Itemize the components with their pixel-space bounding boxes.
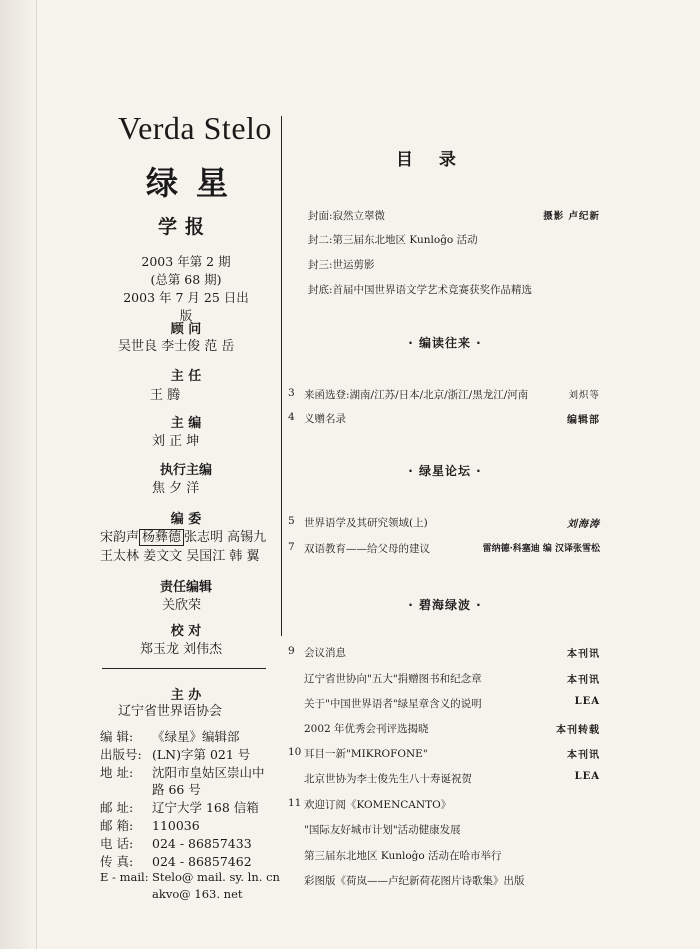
masthead-latin-title: Verda Stelo xyxy=(118,110,272,146)
masthead-subtitle: 学报 xyxy=(158,216,213,238)
divider xyxy=(102,668,266,669)
info-row-phone: 电 话: 024 - 86857433 xyxy=(100,836,252,851)
section-heading: · 绿星论坛 · xyxy=(408,464,482,478)
advisors-label: 顾 问 xyxy=(170,322,202,337)
board-label: 编 委 xyxy=(170,512,202,527)
section-heading: · 编读往来 · xyxy=(408,336,482,350)
resp-editor-label: 责任编辑 xyxy=(159,580,212,595)
toc-heading: 目 录 xyxy=(396,150,466,170)
chief-editor-name: 刘 正 坤 xyxy=(152,434,200,449)
board-member-boxed: 杨彝德 xyxy=(139,529,184,546)
section-heading: · 碧海绿波 · xyxy=(408,598,482,612)
proof-label: 校 对 xyxy=(170,624,202,639)
director-label: 主 任 xyxy=(170,369,202,384)
info-row-mail: 邮 址: 辽宁大学 168 信箱 xyxy=(100,800,259,815)
issue-total: (总第 68 期) xyxy=(150,272,222,287)
info-row-address-cont: 路 66 号 xyxy=(152,782,201,797)
column-divider xyxy=(281,116,282,636)
director-name: 王 腾 xyxy=(150,388,181,403)
proof-names: 郑玉龙 刘伟杰 xyxy=(140,642,223,657)
board-member: 宋韵声 xyxy=(100,530,140,545)
issue-date: 2003 年 7 月 25 日出版 xyxy=(123,290,249,323)
advisors-names: 吴世良 李士俊 范 岳 xyxy=(118,339,235,354)
resp-editor-name: 关欣荣 xyxy=(162,598,202,613)
chief-editor-label: 主 编 xyxy=(170,416,202,431)
info-row-postcode: 邮 箱: 110036 xyxy=(100,818,200,833)
masthead-cn-title: 绿星 xyxy=(146,164,247,202)
binding-edge xyxy=(0,0,37,949)
issue-number: 2003 年第 2 期 xyxy=(141,254,231,269)
info-row-email: E - mail: Stelo@ mail. sy. ln. cn xyxy=(100,870,280,884)
host-name: 辽宁省世界语协会 xyxy=(118,704,223,719)
info-row-license: 出版号: (LN)字第 021 号 xyxy=(100,747,251,762)
info-row-address: 地 址: 沈阳市皇姑区崇山中 xyxy=(100,765,265,780)
info-row-editor: 编 辑: 《绿星》编辑部 xyxy=(100,729,240,744)
board-line-1 xyxy=(100,526,266,545)
info-row-email-2: akvo@ 163. net xyxy=(152,887,243,901)
board-line-2: 王太林 姜文文 吴国江 韩 翼 xyxy=(100,549,260,564)
journal-page: Verda Stelo 绿星 学报 2003 年第 2 期 (总第 68 期) 2003 年 7 月 25 日出版 顾 问 吴世良 李士俊 范 岳 主 任 王 腾 主 编 刘 正 坤 执行主编 焦 夕 洋 编 委 宋韵声 杨彝德 张志明 高锡九 王太林 姜文文 吴国江 韩 翼 责任编辑 关欣荣 校 对 郑玉龙 刘伟杰 主 办 辽宁省世界语协会 编 辑: 《绿星》编辑部 出版号: (LN)字第 021 号 地 址: 沈阳市皇姑区崇山中 路 66 号 邮 址: 辽宁大学 168 信箱 邮 箱: 110036 电 话: 024 - 86857433 传 真: 024 - 86857462 E - mail: Stelo@ mail. sy. ln. cn akvo@ 163. net 目 录 封面:寂然立翠微 摄影 卢纪新 封二:第三届东北地区 Kunloĝo 活动 封三:世运剪影 封底:首届中国世界语文学艺术竞赛获奖作品精选 · 编读往来 · 3 来函选登:湖南/江苏/日本/北京/浙江/黑龙江/河南 刘炽等 4 义赠名录 编辑部 · 绿星论坛 · 5 世界语学及其研究领域(上) 刘海涛 7 双语教育——给父母的建议 雷纳德·科塞迪 编 汉译张雪松 · 碧海绿波 · 9 会议消息 本刊讯 辽宁省世协向"五大"捐赠图书和纪念章 本刊讯 关于"中国世界语者"绿星章含义的说明 LEA 2002 年优秀会刊评选揭晓 本刊转载 10 耳目一新"MIKROFONE" 本刊讯 北京世协为李士俊先生八十寿诞祝贺 LEA 11 欢迎订阅《KOMENCANTO》 "国际友好城市计划"活动健康发展 第三届东北地区 Kunloĝo 活动在哈市举行 彩图版《荷岚——卢纪新荷花图片诗歌集》出版 xyxy=(0,0,700,949)
info-row-fax: 传 真: 024 - 86857462 xyxy=(100,854,252,869)
exec-editor-label: 执行主编 xyxy=(159,463,212,478)
exec-editor-name: 焦 夕 洋 xyxy=(152,481,200,496)
host-label: 主 办 xyxy=(170,688,202,703)
board-members: 张志明 高锡九 xyxy=(184,530,267,545)
